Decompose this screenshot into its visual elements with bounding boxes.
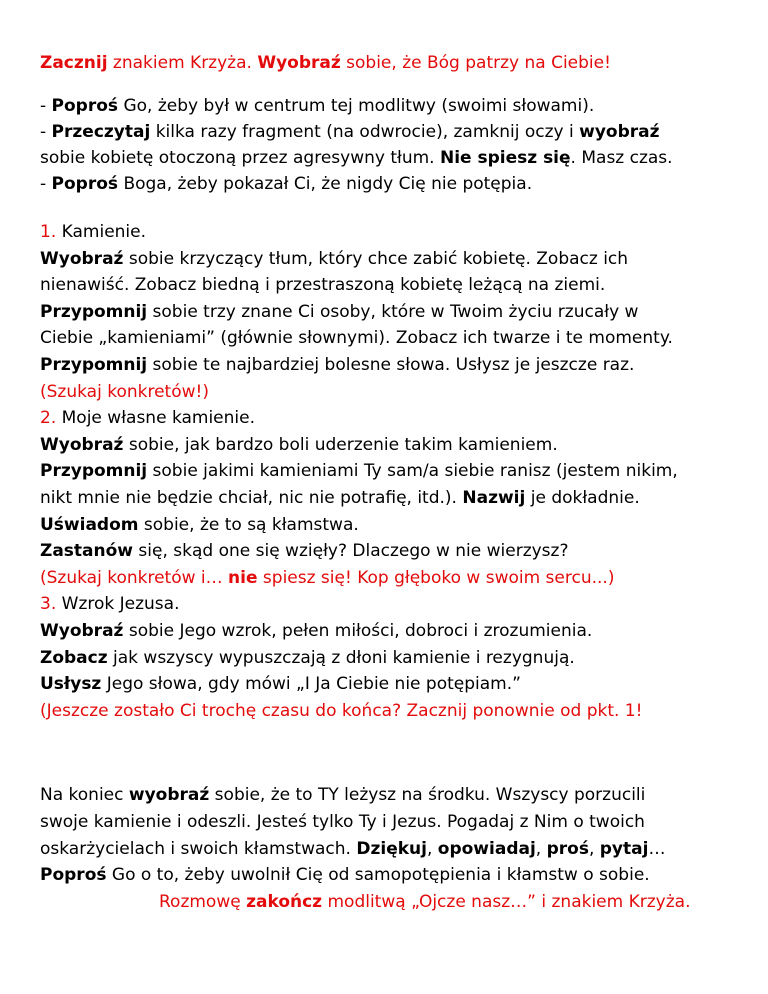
intro-bold-wyobraz: Wyobraź (257, 53, 341, 73)
outro-line-2: swoje kamienie i odeszli. Jesteś tylko Ty i Jezus. Pogadaj z Nim o twoich (40, 811, 645, 832)
intro-text-b: sobie, że Bóg patrzy na Ciebie! (340, 53, 611, 73)
step2-line-3: nikt mnie nie będzie chciał, nic nie potrafię, itd.). Nazwij je dokładnie. (40, 487, 640, 508)
steps-block (40, 219, 678, 724)
step3-heading: 3. Wzrok Jezusa. (40, 594, 180, 615)
intro-text-a: znakiem Krzyża. (107, 53, 258, 73)
step2-heading: 2. Moje własne kamienie. (40, 408, 256, 429)
intro-line (40, 50, 611, 76)
step3-hint: (Jeszcze zostało Ci trochę czasu do końca? Zacznij ponownie od pkt. 1! (40, 700, 643, 721)
outro-line-1: Na koniec wyobraź sobie, że to TY leżysz na środku. Wszyscy porzucili (40, 785, 646, 805)
step1-hint: (Szukaj konkretów!) (40, 381, 209, 402)
outro-block (40, 782, 690, 916)
step2-line-2: Przypomnij sobie jakimi kamieniami Ty sam/a siebie ranisz (jestem nikim, (40, 461, 678, 482)
closing-line: Rozmowę zakończ modlitwą „Ojcze nasz…” i znakiem Krzyża. (159, 892, 691, 913)
instructions-block (40, 93, 673, 197)
step1-line-3: Przypomnij sobie trzy znane Ci osoby, które w Twoim życiu rzucały w (40, 301, 639, 322)
outro-line-3: oskarżycielach i swoich kłamstwach. Dziękuj, opowiadaj, proś, pytaj… (40, 838, 666, 859)
step1-line-5: Przypomnij sobie te najbardziej bolesne słowa. Usłysz je jeszcze raz. (40, 354, 635, 375)
step1-line-2: nienawiść. Zobacz biedną i przestraszoną kobietę leżącą na ziemi. (40, 275, 606, 296)
intro-bold-zacznij: Zacznij (40, 53, 108, 73)
step3-line-2: Zobacz jak wszyscy wypuszczają z dłoni kamienie i rezygnują. (40, 647, 575, 668)
instruction-line-4: - Poproś Boga, żeby pokazał Ci, że nigdy Cię nie potępia. (40, 174, 533, 194)
step2-hint: (Szukaj konkretów i… nie spiesz się! Kop głęboko w swoim sercu...) (40, 567, 615, 588)
step1-line-4: Ciebie „kamieniami” (głównie słownymi). Zobacz ich twarze i te momenty. (40, 328, 673, 349)
step3-line-1: Wyobraź sobie Jego wzrok, pełen miłości, dobroci i zrozumienia. (40, 620, 593, 641)
outro-line-4: Poproś Go o to, żeby uwolnił Cię od samopotępienia i kłamstw o sobie. (40, 865, 650, 886)
step3-line-3: Usłysz Jego słowa, gdy mówi „I Ja Ciebie nie potępiam.” (40, 674, 521, 695)
step2-line-5: Zastanów się, skąd one się wzięły? Dlaczego w nie wierzysz? (40, 541, 569, 562)
step1-line-1: Wyobraź sobie krzyczący tłum, który chce zabić kobietę. Zobacz ich (40, 248, 629, 269)
instruction-line-1: - Poproś Go, żeby był w centrum tej modlitwy (swoimi słowami). (40, 96, 595, 116)
instruction-line-2: - Przeczytaj kilka razy fragment (na odwrocie), zamknij oczy i wyobraź (40, 122, 660, 142)
step2-line-1: Wyobraź sobie, jak bardzo boli uderzenie takim kamieniem. (40, 434, 558, 455)
step2-line-4: Uświadom sobie, że to są kłamstwa. (40, 514, 359, 535)
step1-heading: 1. Kamienie. (40, 222, 147, 242)
instruction-line-3: sobie kobietę otoczoną przez agresywny tłum. Nie spiesz się. Masz czas. (40, 148, 673, 168)
